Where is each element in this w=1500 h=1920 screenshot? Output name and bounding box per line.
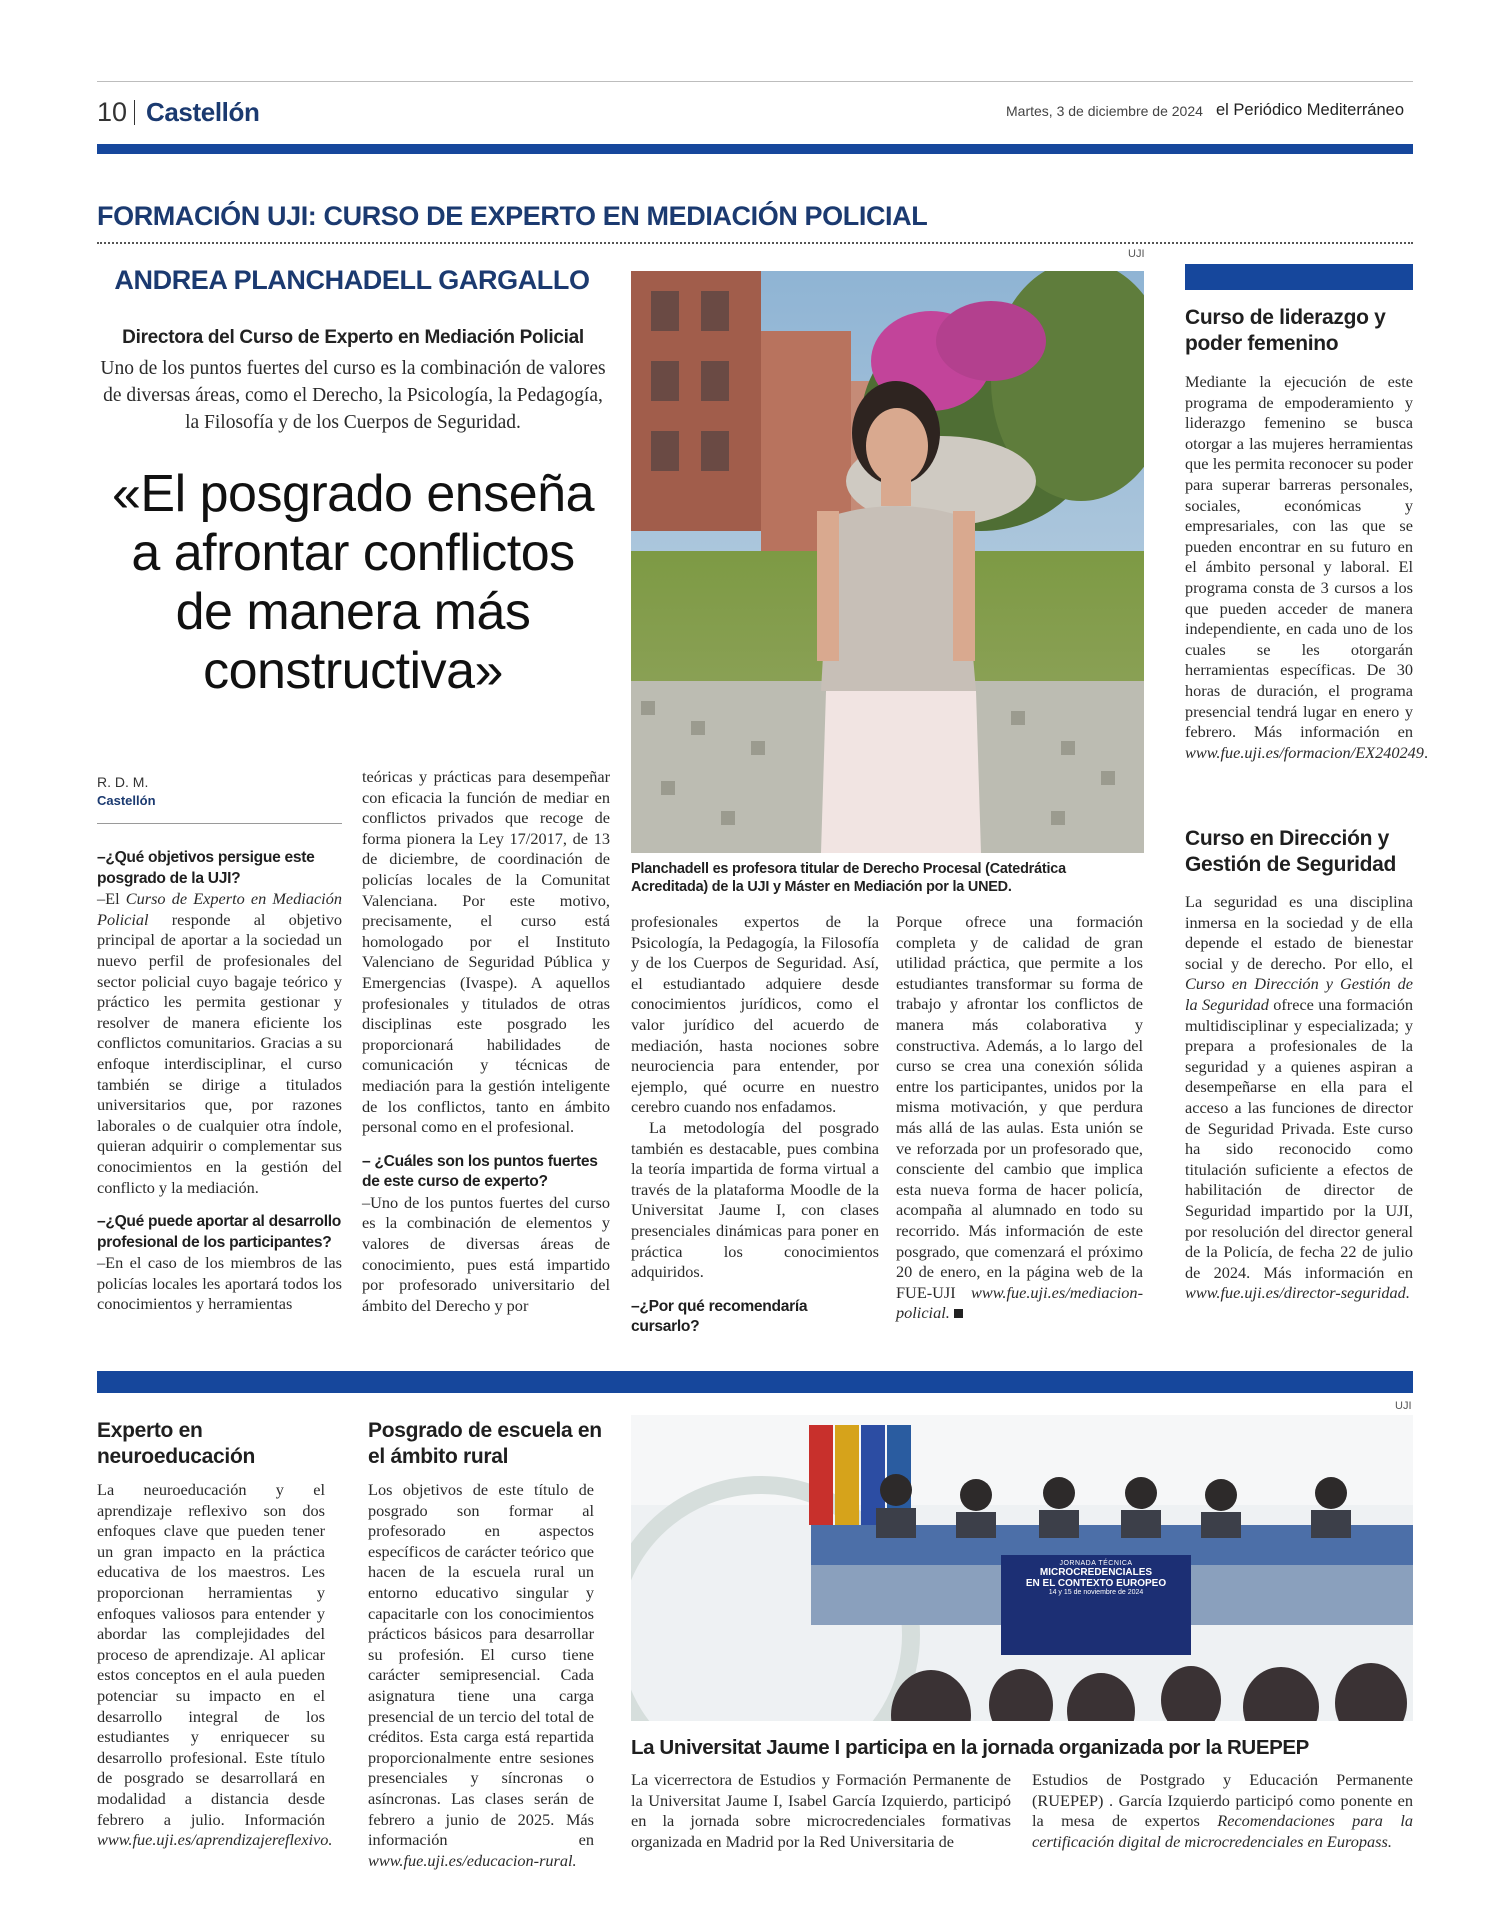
news-column-2	[1032, 1770, 1413, 1852]
interview-column-3	[631, 912, 879, 1338]
answer-2-continued: teóricas y prácticas para desempeñar con eficacia la función de mediar en conflictos privados que recoge de forma pionera la Ley 17/2017, de 13 de diciembre, de coordinación de policías locales de la Comunitat Valenciana. Por este motivo, precisamente, el curso está homologado por el Instituto Valenciano de Seguridad Pública y Emergencias (Ivaspe). A aquellos profesionales y titulados de otras disciplinas este posgrado les proporcionará habilidades de comunicación y técnicas de mediación para la gestión inteligente de los conflictos, tanto en ámbito personal como en el profesional.	[362, 767, 610, 1137]
mediacion-url[interactable]: www.fue.uji.es/mediacion-policial.	[896, 1282, 1143, 1323]
box-2-body	[368, 1480, 594, 1871]
portrait-photo	[631, 271, 1144, 853]
photo-caption: Planchadell es profesora titular de Derecho Procesal (Catedrática Acreditada) de la UJI y Máster en Mediación por la UNED.	[631, 861, 1066, 895]
banner-line-1: JORNADA TÉCNICA	[1059, 1560, 1133, 1567]
box-1-url[interactable]: www.fue.uji.es/aprendizajereflexivo.	[97, 1830, 333, 1850]
banner-line-4: 14 y 15 de noviembre de 2024	[1048, 1589, 1144, 1596]
issue-date: Martes, 3 de diciembre de 2024	[1006, 103, 1203, 119]
sidebar-2-title: Curso en Dirección y Gestión de Seguridad	[1185, 827, 1397, 876]
newspaper-name: el Periódico Mediterráneo	[1216, 101, 1405, 119]
news-column-1-text: La vicerrectora de Estudios y Formación Permanente de la Universitat Jaume I, Isabel García Izquierdo, participó en la jornada sobre microcredenciales formativas organizada en Madrid por la Red Universitaria de	[631, 1770, 1011, 1851]
answer-1	[97, 889, 342, 1198]
answer-3: –Uno de los puntos fuertes del curso es la combinación de elementos y valores de diversas áreas de conocimiento, pues está impartido por profesorado universitario del ámbito del Derecho y por	[362, 1192, 610, 1315]
header-divider	[134, 100, 135, 125]
box-1-title: Experto en neuroeducación	[97, 1419, 255, 1468]
end-mark-icon	[954, 1309, 963, 1318]
answer-4-body: Porque ofrece una formación completa y de calidad de gran utilidad práctica, que permite a los estudiantes transformar su forma de trabajo y afrontar los conflictos de manera más colaborativa y constructiva. Además, a lo largo del curso se crea una conexión sólida entre los participantes, unidos por la misma motivación, y que perdura más allá de las aulas. Esta unión se ve reforzada por un profesorado que, consciente del cambio que implica esta nueva forma de hacer policía, acompaña al alumnado en todo su recorrido. Más información de este posgrado, que comenzará el próximo 20 de enero, en la página web de la FUE-UJI	[896, 912, 1143, 1302]
question-3: – ¿Cuáles son los puntos fuertes de este curso de experto?	[362, 1152, 598, 1191]
answer-2: –En el caso de los miembros de las policías locales les aportará todos los conocimientos y herramientas	[97, 1253, 342, 1314]
interview-column-2	[362, 767, 610, 1316]
question-4: –¿Por qué recomendaría cursarlo?	[631, 1297, 808, 1336]
kicker: FORMACIÓN UJI: CURSO DE EXPERTO EN MEDIACIÓN POLICIAL	[97, 201, 928, 231]
box-2-text: Los objetivos de este título de posgrado son formar al profesorado en aspectos específicos de carácter teórico que hacen de la escuela rural un entorno educativo singular y capacitarle con los conocimientos prácticos básicos para desarrollar su profesión. El curso tiene carácter semipresencial. Cada asignatura tiene una carga presencial de un tercio del total de créditos. Esta carga está repartida proporcionalmente entre sesiones presenciales y síncronas o asíncronas. Las clases serán de febrero a junio de 2025. Más información en	[368, 1480, 594, 1850]
sidebar-1-text: Mediante la ejecución de este programa de empoderamiento y liderazgo femenino se busca otorgar a las mujeres herramientas que les permita reconocer su poder para superar barreras personales, sociales, económicas y empresariales, con las que se pueden encontrar en su futuro en el ámbito personal y laboral. El programa consta de 3 cursos a los que pueden acceder de manera independiente, en cada uno de los cuales se les otorgarán herramientas específicas. De 30 horas de duración, el programa presencial tendrá lugar en enero y febrero. Más información en	[1185, 372, 1413, 742]
answer-1-prefix: –El	[97, 889, 126, 909]
news-title: La Universitat Jaume I participa en la jornada organizada por la RUEPEP	[631, 1736, 1309, 1759]
page-number: 10	[97, 97, 128, 127]
interviewee-role: Directora del Curso de Experto en Mediación Policial	[122, 327, 584, 348]
answer-4	[896, 912, 1143, 1324]
sidebar-2-text-a: La seguridad es una disciplina inmersa en la sociedad y de ella depende el estado de bienestar social y de derecho. Por ello, el	[1185, 892, 1413, 973]
interview-column-4	[896, 912, 1143, 1324]
answer-3-continued: profesionales expertos de la Psicología, la Pedagogía, la Filosofía y de los Cuerpos de Seguridad. Así, el estudiantado adquiere desde conocimientos jurídicos, como el valor jurídico del acuerdo de mediación, hasta nociones sobre neurociencia para entender, por ejemplo, qué ocurre en nuestro cerebro cuando nos enfadamos.	[631, 912, 879, 1117]
banner-line-3: EN EL CONTEXTO EUROPEO	[1025, 1578, 1167, 1589]
sidebar-1-url[interactable]: www.fue.uji.es/formacion/EX240249	[1185, 742, 1424, 762]
top-rule	[97, 81, 1413, 82]
byline-rule	[97, 823, 342, 824]
headline-quote: «El posgrado enseña a afrontar conflictos de manera más constructiva»	[112, 465, 594, 700]
question-1: –¿Qué objetivos persigue este posgrado de la UJI?	[97, 849, 315, 887]
banner-line-2: MICROCREDENCIALES	[1039, 1567, 1153, 1578]
section-name: Castellón	[146, 97, 260, 127]
intro-text: Uno de los puntos fuertes del curso es la combinación de valores de diversas áreas, como el Derecho, la Psicología, la Pedagogía, la Filosofía y de los Cuerpos de Seguridad.	[100, 358, 606, 433]
answer-1-body: responde al objetivo principal de aportar a la sociedad un nuevo perfil de profesionales del sector policial cuyo bagaje teórico y práctico les permita gestionar y resolver de manera eficiente los conflictos comunitarios. Gracias a su enfoque interdisciplinar, el curso también se dirige a titulados universitarios que, por razones laborales o de cualquier otra índole, quieran adquirir o complementar sus conocimientos en la gestión del conflicto y la mediación.	[97, 909, 342, 1197]
course-name-italic: Curso de Experto en Mediación Policial	[97, 889, 342, 929]
sidebar-2-course-italic: Curso en Dirección y Gestión de la Seguridad	[1185, 974, 1413, 1014]
box-1-body	[97, 1480, 333, 1851]
news-column-2-text: Estudios de Postgrado y Educación Permanente (RUEPEP) . García Izquierdo participó como ponente en la mesa de expertos	[1032, 1770, 1413, 1831]
sidebar-2-body	[1185, 892, 1413, 1304]
question-2: –¿Qué puede aportar al desarrollo profesional de los participantes?	[97, 1213, 342, 1251]
sidebar-2-text-b: ofrece una formación multidisciplinar y especializada; y prepara a profesionales de la seguridad y a quienes aspiran a desempeñarse en ella para el acceso a las funciones de director de Seguridad Privada. Este curso ha sido reconocido como titulación suficiente a efectos de habilitación de director de Seguridad impartido por la UJI, por resolución del director general de la Policía, de fecha 22 de julio de 2024. Más información en	[1185, 994, 1413, 1282]
box-2-url[interactable]: www.fue.uji.es/educacion-rural.	[368, 1850, 577, 1870]
methodology-paragraph: La metodología del posgrado también es destacable, pues combina la teoría impartida de forma virtual a través de la plataforma Moodle de la Universitat Jaume I, con clases presenciales dinámicas para poner en práctica los conocimientos adquiridos.	[631, 1117, 879, 1282]
news-column-2-italic: Recomendaciones para la certificación digital de microcredenciales en Europass.	[1032, 1811, 1413, 1851]
kicker-dotted-rule	[97, 242, 1413, 244]
photo-credit: UJI	[1128, 248, 1145, 260]
sidebar-2-url[interactable]: www.fue.uji.es/director-seguridad.	[1185, 1283, 1410, 1303]
event-banner	[1003, 1560, 1189, 1596]
interviewee-name: ANDREA PLANCHADELL GARGALLO	[114, 265, 590, 295]
sidebar-1-title: Curso de liderazgo y poder femenino	[1185, 306, 1386, 355]
news-column-1	[631, 1770, 1011, 1852]
event-photo	[631, 1415, 1413, 1721]
header-blue-bar	[97, 144, 1413, 154]
sidebar-1-end: .	[1423, 742, 1429, 762]
event-photo-credit: UJI	[1395, 1400, 1412, 1412]
byline-author: R. D. M.	[97, 774, 149, 790]
sidebar-blue-bar	[1185, 264, 1413, 290]
box-2-title: Posgrado de escuela en el ámbito rural	[368, 1419, 602, 1468]
bottom-blue-bar	[97, 1371, 1413, 1393]
interview-column-1	[97, 848, 342, 1315]
byline-place: Castellón	[97, 793, 156, 808]
sidebar-1-body	[1185, 372, 1429, 763]
box-1-text: La neuroeducación y el aprendizaje reflexivo son dos enfoques clave que pueden tener un gran impacto en la práctica educativa de los maestros. Les proporcionan herramientas y enfoques valiosos para entender y abordar las complejidades del proceso de aprendizaje. Al aplicar estos conceptos en el aula pueden potenciar su impacto en el desarrollo integral de los estudiantes y enriquecer su desarrollo profesional. Este título de posgrado se desarrollará en modalidad a distancia desde febrero a julio. Información	[97, 1480, 325, 1829]
